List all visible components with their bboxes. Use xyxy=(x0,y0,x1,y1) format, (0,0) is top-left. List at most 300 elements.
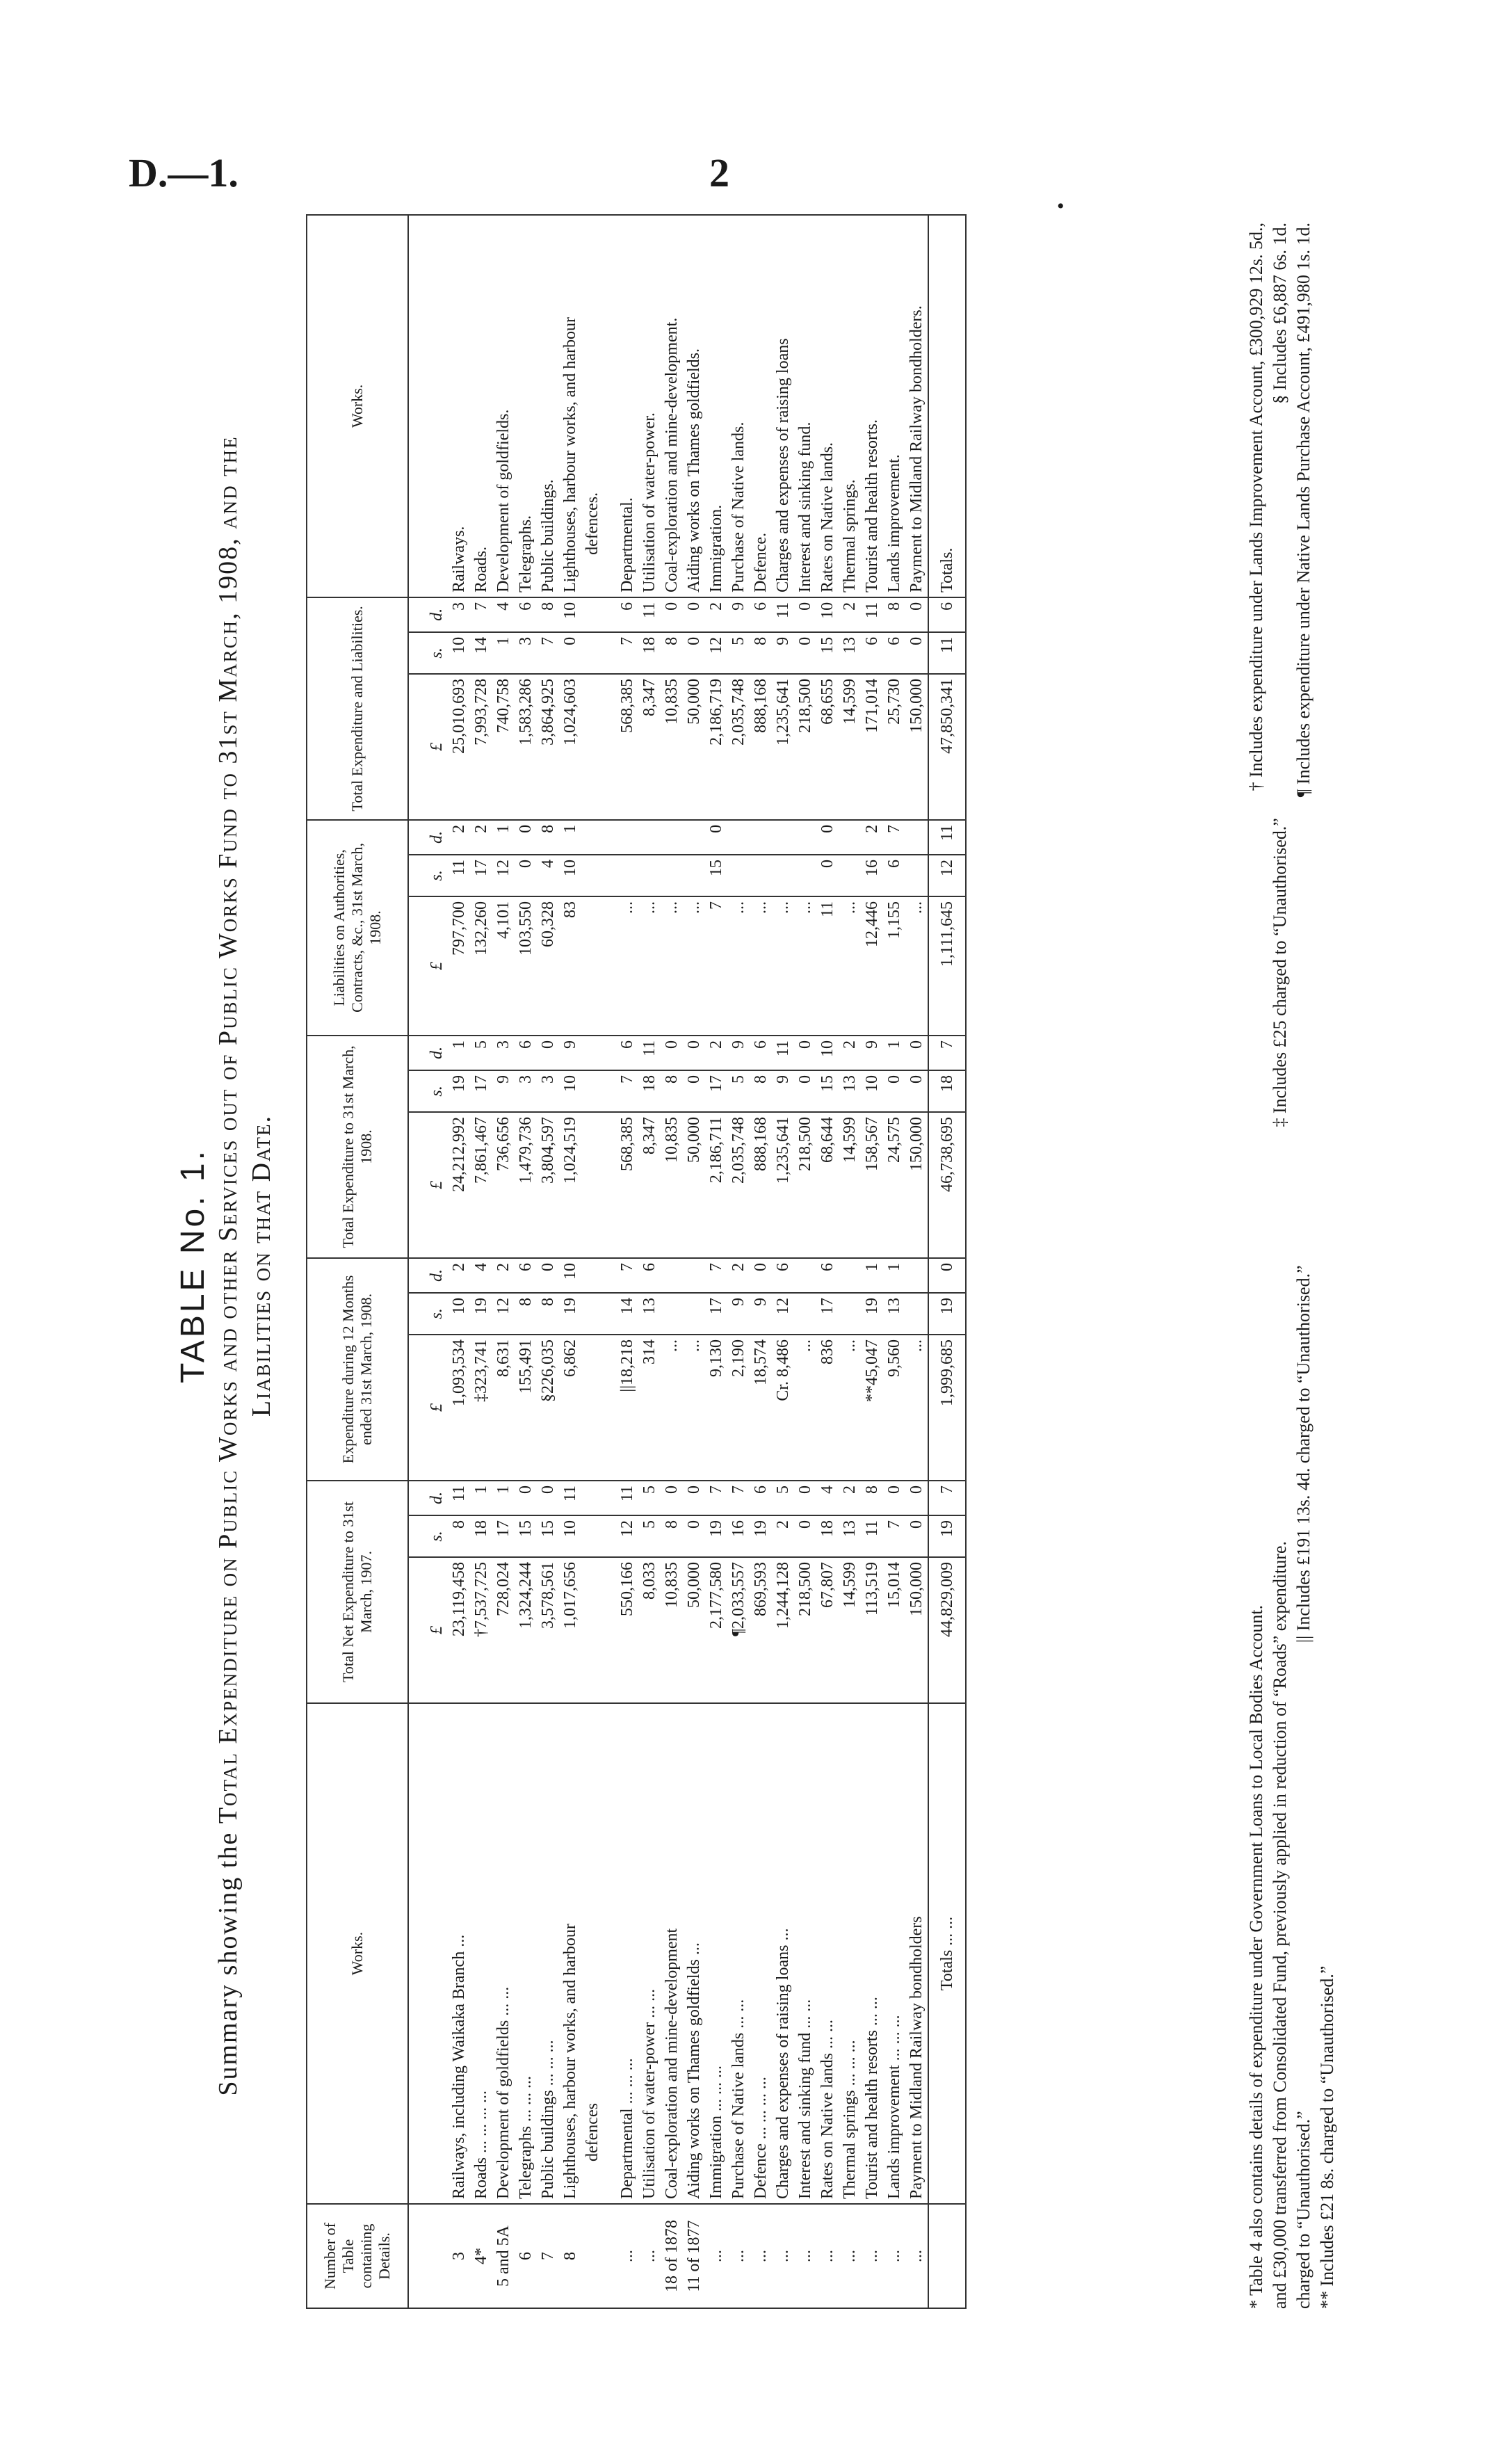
row-c1s: 0 xyxy=(905,1515,928,1557)
row-c3s: 7 xyxy=(616,1070,638,1112)
row-c1: 1,324,244 xyxy=(515,1557,537,1703)
row-c2d xyxy=(905,1258,928,1293)
row-c1s: 16 xyxy=(727,1515,750,1557)
row-c2d: 6 xyxy=(816,1258,839,1293)
row-c2: 1,093,534 xyxy=(448,1335,470,1481)
row-ref: 8 xyxy=(559,2204,581,2308)
row-c4d xyxy=(616,820,638,855)
row-ref: ... xyxy=(816,2204,839,2308)
row-c1d: 0 xyxy=(905,1481,928,1515)
row-works-right-cont: defences. xyxy=(581,215,604,597)
row-c4d xyxy=(727,820,750,855)
row-c4s xyxy=(638,855,661,896)
row-c1: 728,024 xyxy=(492,1557,515,1703)
row-c2: §226,035 xyxy=(537,1335,559,1481)
table-row xyxy=(727,215,750,2308)
row-ref: ... xyxy=(883,2204,905,2308)
row-ref: 3 xyxy=(448,2204,470,2308)
row-c4d: 2 xyxy=(448,820,470,855)
row-c5s: 5 xyxy=(727,632,750,674)
row-c2: 155,491 xyxy=(515,1335,537,1481)
row-c2d xyxy=(683,1258,705,1293)
row-c4: ... xyxy=(839,896,861,1036)
row-c1d: 11 xyxy=(559,1481,581,1515)
row-c4d: 1 xyxy=(492,820,515,855)
row-c4d xyxy=(683,820,705,855)
row-works: Public buildings ... ... ... xyxy=(537,1703,559,2204)
col-number: Number of Table containing Details. xyxy=(307,2204,408,2308)
row-c4d: 7 xyxy=(883,820,905,855)
row-c1d: 7 xyxy=(727,1481,750,1515)
row-c5s: 10 xyxy=(448,632,470,674)
row-c2s xyxy=(839,1293,861,1335)
row-c2s: 12 xyxy=(492,1293,515,1335)
row-c4d xyxy=(661,820,683,855)
row-c5d: 0 xyxy=(683,597,705,632)
row-works: Telegraphs ... ... ... xyxy=(515,1703,537,2204)
totals-c5: 47,850,341 xyxy=(928,674,966,820)
row-c4s: 0 xyxy=(515,855,537,896)
row-c2d: 10 xyxy=(559,1258,581,1293)
row-c2d: 4 xyxy=(470,1258,492,1293)
table-row xyxy=(750,215,772,2308)
unit-pound: £ xyxy=(408,1557,448,1703)
unit-d: d. xyxy=(408,1481,448,1515)
row-c5: 25,730 xyxy=(883,674,905,820)
row-c1s: 10 xyxy=(559,1515,581,1557)
row-c3d: 0 xyxy=(905,1036,928,1070)
row-c3d: 0 xyxy=(661,1036,683,1070)
row-c5d: 6 xyxy=(515,597,537,632)
row-works-right: Development of goldfields. xyxy=(492,215,515,597)
row-c1d: 11 xyxy=(616,1481,638,1515)
row-c5d: 8 xyxy=(883,597,905,632)
row-c3: 50,000 xyxy=(683,1112,705,1258)
row-c1: 14,599 xyxy=(839,1557,861,1703)
row-works-right: Utilisation of water-power. xyxy=(638,215,661,597)
row-c2d: 6 xyxy=(638,1258,661,1293)
row-c5d: 0 xyxy=(905,597,928,632)
row-ref: 5 and 5A xyxy=(492,2204,515,2308)
table-caption xyxy=(212,223,245,2309)
row-c5s: 7 xyxy=(616,632,638,674)
unit-s: s. xyxy=(408,855,448,896)
row-c4: 12,446 xyxy=(861,896,883,1036)
row-c1: 150,000 xyxy=(905,1557,928,1703)
row-gap xyxy=(604,215,616,2308)
row-c4d: 0 xyxy=(515,820,537,855)
row-c1s: 19 xyxy=(750,1515,772,1557)
row-works: Thermal springs ... ... ... xyxy=(839,1703,861,2204)
row-c5s: 6 xyxy=(883,632,905,674)
row-works: Defence ... ... ... ... xyxy=(750,1703,772,2204)
row-c3: 24,212,992 xyxy=(448,1112,470,1258)
footnote-double-dagger: ‡ Includes £25 charged to “Unauthorised.” xyxy=(1270,818,1290,1127)
row-c4d: 1 xyxy=(559,820,581,855)
row-c2s: 13 xyxy=(638,1293,661,1335)
unit-d: d. xyxy=(408,597,448,632)
row-c3d: 1 xyxy=(883,1036,905,1070)
row-c5s: 1 xyxy=(492,632,515,674)
row-c1: ¶2,033,557 xyxy=(727,1557,750,1703)
row-ref: ... xyxy=(750,2204,772,2308)
row-c5s: 0 xyxy=(794,632,816,674)
bullet-mark: • xyxy=(1057,195,1065,218)
footnote-line xyxy=(1316,223,1339,2309)
row-c5s: 3 xyxy=(515,632,537,674)
row-c2: Cr. 8,486 xyxy=(772,1335,794,1481)
unit-pound: £ xyxy=(408,1335,448,1481)
row-c1d: 0 xyxy=(537,1481,559,1515)
row-c4s xyxy=(839,855,861,896)
row-ref: 4* xyxy=(470,2204,492,2308)
row-c2d xyxy=(661,1258,683,1293)
unit-row xyxy=(408,215,448,2308)
row-c5s: 8 xyxy=(750,632,772,674)
row-works-right: Aiding works on Thames goldfields. xyxy=(683,215,705,597)
row-c5: 171,014 xyxy=(861,674,883,820)
row-c4: ... xyxy=(905,896,928,1036)
caption-line1-pre: Summary showing the xyxy=(213,1823,243,2096)
col-works: Works. xyxy=(307,1703,408,2204)
header-row xyxy=(307,215,408,2308)
row-works: Utilisation of water-power ... ... xyxy=(638,1703,661,2204)
row-c4s: 11 xyxy=(448,855,470,896)
row-works-right: Interest and sinking fund. xyxy=(794,215,816,597)
row-c1d: 4 xyxy=(816,1481,839,1515)
row-c1d: 5 xyxy=(638,1481,661,1515)
row-c4d: 0 xyxy=(816,820,839,855)
row-c4s xyxy=(661,855,683,896)
row-c2s: 12 xyxy=(772,1293,794,1335)
row-c5: 740,758 xyxy=(492,674,515,820)
row-works: Lighthouses, harbour works, and harbour xyxy=(559,1703,581,2204)
row-c1d: 0 xyxy=(515,1481,537,1515)
table-row xyxy=(905,215,928,2308)
row-works-right: Roads. xyxy=(470,215,492,597)
row-works-right: Railways. xyxy=(448,215,470,597)
row-c3d: 6 xyxy=(515,1036,537,1070)
row-c1d: 0 xyxy=(683,1481,705,1515)
table-row-continuation xyxy=(581,215,604,2308)
row-works-right: Charges and expenses of raising loans xyxy=(772,215,794,597)
row-ref: ... xyxy=(772,2204,794,2308)
row-c2: ... xyxy=(794,1335,816,1481)
row-c2s xyxy=(661,1293,683,1335)
footnote-pilcrow: ¶ Includes expenditure under Native Lands Purchase Account, £491,980 1s. 1d. xyxy=(1293,223,1314,798)
row-c1: 50,000 xyxy=(683,1557,705,1703)
row-c1s: 11 xyxy=(861,1515,883,1557)
row-c1d: 2 xyxy=(839,1481,861,1515)
row-works: Immigration ... ... ... xyxy=(705,1703,727,2204)
row-works-right: Payment to Midland Railway bondholders. xyxy=(905,215,928,597)
row-works: Rates on Native lands ... ... xyxy=(816,1703,839,2204)
row-works-right: Departmental. xyxy=(616,215,638,597)
row-c1s: 15 xyxy=(515,1515,537,1557)
row-c4s xyxy=(750,855,772,896)
row-c5s: 0 xyxy=(559,632,581,674)
row-c1: 23,119,458 xyxy=(448,1557,470,1703)
row-c5: 14,599 xyxy=(839,674,861,820)
row-c5: 25,010,693 xyxy=(448,674,470,820)
unit-pound: £ xyxy=(408,674,448,820)
row-c5s: 9 xyxy=(772,632,794,674)
row-ref: 18 of 1878 xyxy=(661,2204,683,2308)
totals-c5s: 11 xyxy=(928,632,966,674)
row-c3s: 9 xyxy=(772,1070,794,1112)
row-c1s: 13 xyxy=(839,1515,861,1557)
row-c1s: 19 xyxy=(705,1515,727,1557)
row-c4: 60,328 xyxy=(537,896,559,1036)
row-c2: 314 xyxy=(638,1335,661,1481)
row-c1d: 0 xyxy=(661,1481,683,1515)
row-works-right: Coal-exploration and mine-development. xyxy=(661,215,683,597)
totals-c2d: 0 xyxy=(928,1258,966,1293)
row-c3d: 2 xyxy=(705,1036,727,1070)
row-c5d: 8 xyxy=(537,597,559,632)
row-c3d: 9 xyxy=(861,1036,883,1070)
totals-c2: 1,999,685 xyxy=(928,1335,966,1481)
row-c5: 10,835 xyxy=(661,674,683,820)
table-row xyxy=(772,215,794,2308)
row-c4: 103,550 xyxy=(515,896,537,1036)
row-c2: 18,574 xyxy=(750,1335,772,1481)
row-ref: 6 xyxy=(515,2204,537,2308)
row-c5d: 9 xyxy=(727,597,750,632)
row-c3d: 3 xyxy=(492,1036,515,1070)
row-c4: ... xyxy=(794,896,816,1036)
row-c2d: 0 xyxy=(537,1258,559,1293)
row-c3: 1,479,736 xyxy=(515,1112,537,1258)
row-c3s: 17 xyxy=(705,1070,727,1112)
row-c2: ||18,218 xyxy=(616,1335,638,1481)
row-c5: 3,864,925 xyxy=(537,674,559,820)
row-c5s: 0 xyxy=(683,632,705,674)
row-works: Development of goldfields ... ... xyxy=(492,1703,515,2204)
row-works: Purchase of Native lands ... ... xyxy=(727,1703,750,2204)
table-title: TABLE No. 1. xyxy=(175,1148,211,1383)
row-c2d: 0 xyxy=(750,1258,772,1293)
row-c1: †7,537,725 xyxy=(470,1557,492,1703)
row-c2d: 1 xyxy=(883,1258,905,1293)
row-c1: 8,033 xyxy=(638,1557,661,1703)
row-c2s: 14 xyxy=(616,1293,638,1335)
totals-c1d: 7 xyxy=(928,1481,966,1515)
row-c1d: 1 xyxy=(492,1481,515,1515)
row-c3: 1,235,641 xyxy=(772,1112,794,1258)
col-liabilities: Liabilities on Authorities, Contracts, &c., 31st March, 1908. xyxy=(307,820,408,1036)
row-c3: 2,186,711 xyxy=(705,1112,727,1258)
row-c3: 68,644 xyxy=(816,1112,839,1258)
row-c2: ... xyxy=(683,1335,705,1481)
row-c5: 1,583,286 xyxy=(515,674,537,820)
row-ref: ... xyxy=(794,2204,816,2308)
row-c4: ... xyxy=(683,896,705,1036)
row-c3: 8,347 xyxy=(638,1112,661,1258)
row-c2d: 6 xyxy=(772,1258,794,1293)
row-works: Lands improvement ... ... ... xyxy=(883,1703,905,2204)
row-c5d: 11 xyxy=(638,597,661,632)
table-row xyxy=(861,215,883,2308)
row-c4d xyxy=(905,820,928,855)
row-c4d: 0 xyxy=(705,820,727,855)
row-c5d: 2 xyxy=(705,597,727,632)
table-caption-line2 xyxy=(245,223,279,2309)
footnote-line xyxy=(1245,223,1268,2309)
row-c4: ... xyxy=(727,896,750,1036)
table-row xyxy=(683,215,705,2308)
row-c5: 7,993,728 xyxy=(470,674,492,820)
totals-label: Totals ... ... xyxy=(928,1703,966,2204)
row-c4d xyxy=(750,820,772,855)
row-c5: 218,500 xyxy=(794,674,816,820)
row-c1d: 0 xyxy=(883,1481,905,1515)
row-c2: 836 xyxy=(816,1335,839,1481)
row-works-right: Immigration. xyxy=(705,215,727,597)
row-c2d: 2 xyxy=(727,1258,750,1293)
row-c2s: 19 xyxy=(861,1293,883,1335)
row-c2d: 7 xyxy=(705,1258,727,1293)
table-body xyxy=(408,215,928,2308)
row-c1: 1,244,128 xyxy=(772,1557,794,1703)
row-c3s: 18 xyxy=(638,1070,661,1112)
row-c3: 10,835 xyxy=(661,1112,683,1258)
totals-c2s: 19 xyxy=(928,1293,966,1335)
row-c2s xyxy=(794,1293,816,1335)
row-c4s: 6 xyxy=(883,855,905,896)
row-c2: ... xyxy=(661,1335,683,1481)
row-c2: 9,560 xyxy=(883,1335,905,1481)
row-c4s: 10 xyxy=(559,855,581,896)
row-c1: 1,017,656 xyxy=(559,1557,581,1703)
row-c4s xyxy=(772,855,794,896)
row-c2: 2,190 xyxy=(727,1335,750,1481)
unit-pound: £ xyxy=(408,896,448,1036)
row-c3d: 0 xyxy=(537,1036,559,1070)
row-c4s: 15 xyxy=(705,855,727,896)
row-c3s: 10 xyxy=(861,1070,883,1112)
row-c3d: 0 xyxy=(683,1036,705,1070)
row-c3: 3,804,597 xyxy=(537,1112,559,1258)
row-ref: ... xyxy=(616,2204,638,2308)
row-c5s: 8 xyxy=(661,632,683,674)
row-c5d: 0 xyxy=(661,597,683,632)
unit-s: s. xyxy=(408,1070,448,1112)
totals-c4: 1,111,645 xyxy=(928,896,966,1036)
unit-d: d. xyxy=(408,1258,448,1293)
caption-line1: Total Expenditure on Public Works and other Services out of Public Works Fund to 31st March, 1908, and the xyxy=(213,435,243,1824)
row-c1: 2,177,580 xyxy=(705,1557,727,1703)
row-c5d: 6 xyxy=(616,597,638,632)
row-works: Tourist and health resorts ... ... xyxy=(861,1703,883,2204)
row-c4s xyxy=(905,855,928,896)
row-c4: ... xyxy=(616,896,638,1036)
row-ref: ... xyxy=(839,2204,861,2308)
row-c2s: 8 xyxy=(515,1293,537,1335)
row-works: Departmental ... ... ... xyxy=(616,1703,638,2204)
row-c5s: 13 xyxy=(839,632,861,674)
row-c4: ... xyxy=(772,896,794,1036)
row-works: Charges and expenses of raising loans ... xyxy=(772,1703,794,2204)
row-c1: 3,578,561 xyxy=(537,1557,559,1703)
totals-works-right: Totals. xyxy=(928,215,966,597)
table-row xyxy=(448,215,470,2308)
row-c1s: 18 xyxy=(470,1515,492,1557)
row-c3: 24,575 xyxy=(883,1112,905,1258)
footnote-line xyxy=(1292,223,1316,2309)
row-c3s: 0 xyxy=(883,1070,905,1112)
row-c1: 869,593 xyxy=(750,1557,772,1703)
row-works-right: Defence. xyxy=(750,215,772,597)
page-header xyxy=(0,0,1511,223)
row-c4d: 2 xyxy=(861,820,883,855)
row-c3s: 19 xyxy=(448,1070,470,1112)
row-c4s: 0 xyxy=(816,855,839,896)
row-c2: ... xyxy=(905,1335,928,1481)
totals-c4d: 11 xyxy=(928,820,966,855)
row-c5d: 6 xyxy=(750,597,772,632)
row-c3s: 3 xyxy=(515,1070,537,1112)
row-c3: 1,024,519 xyxy=(559,1112,581,1258)
row-ref: ... xyxy=(727,2204,750,2308)
row-c1d: 1 xyxy=(470,1481,492,1515)
row-c4s xyxy=(616,855,638,896)
unit-s: s. xyxy=(408,632,448,674)
row-c2s xyxy=(683,1293,705,1335)
row-c5s: 14 xyxy=(470,632,492,674)
row-c5: 2,035,748 xyxy=(727,674,750,820)
footnote-double-star: ** Includes £21 8s. charged to “Unauthorised.” xyxy=(1317,1965,1337,2309)
title-block xyxy=(118,223,278,2309)
row-c5: 68,655 xyxy=(816,674,839,820)
row-c2s: 17 xyxy=(705,1293,727,1335)
row-c3: 7,861,467 xyxy=(470,1112,492,1258)
table-row xyxy=(515,215,537,2308)
footnote-section: § Includes £6,887 6s. 1d. xyxy=(1270,223,1290,404)
row-c2s: 8 xyxy=(537,1293,559,1335)
row-c5d: 11 xyxy=(772,597,794,632)
row-c3s: 3 xyxy=(537,1070,559,1112)
row-c1s: 8 xyxy=(661,1515,683,1557)
table-row xyxy=(559,215,581,2308)
row-c4d xyxy=(772,820,794,855)
row-c3s: 15 xyxy=(816,1070,839,1112)
col-expenditure-12m: Expenditure during 12 Months ended 31st March, 1908. xyxy=(307,1258,408,1481)
row-c4: 7 xyxy=(705,896,727,1036)
row-c4s xyxy=(794,855,816,896)
row-c5s: 7 xyxy=(537,632,559,674)
row-c5d: 2 xyxy=(839,597,861,632)
row-c2d: 2 xyxy=(492,1258,515,1293)
row-c4s xyxy=(683,855,705,896)
row-c2: **45,047 xyxy=(861,1335,883,1481)
row-c5: 888,168 xyxy=(750,674,772,820)
row-works-right: Lands improvement. xyxy=(883,215,905,597)
row-c2d xyxy=(794,1258,816,1293)
row-c2: ... xyxy=(839,1335,861,1481)
row-c1: 550,166 xyxy=(616,1557,638,1703)
footnotes xyxy=(1245,223,1339,2309)
row-c5: 1,024,603 xyxy=(559,674,581,820)
row-c5: 50,000 xyxy=(683,674,705,820)
row-c4d xyxy=(839,820,861,855)
row-c2: 9,130 xyxy=(705,1335,727,1481)
table-row xyxy=(883,215,905,2308)
row-c3d: 9 xyxy=(727,1036,750,1070)
totals-c5d: 6 xyxy=(928,597,966,632)
row-works-right: Public buildings. xyxy=(537,215,559,597)
table-row xyxy=(470,215,492,2308)
